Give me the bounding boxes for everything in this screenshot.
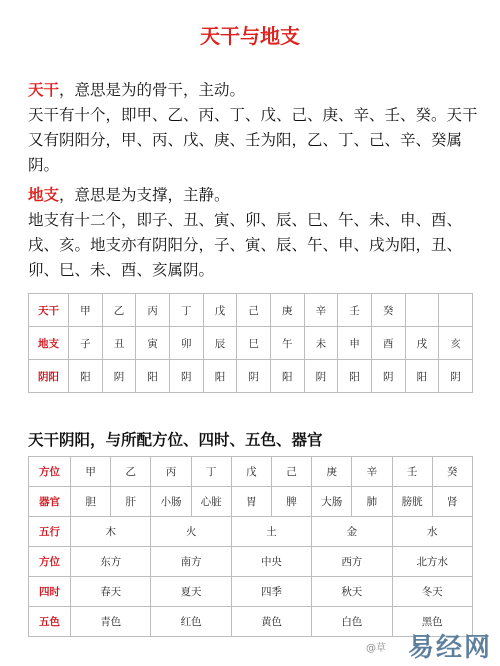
table-cell: 阳 [338,360,372,393]
dizhi-intro: ，意思是为支撑，主静。 [59,186,230,204]
table-cell: 庚 [312,457,352,487]
table-cell: 胃 [231,487,271,517]
table-cell: 阴 [102,360,136,393]
merged-cell: 青色 [71,607,151,637]
table-cell: 壬 [338,294,372,327]
dizhi-paragraph [28,183,478,283]
row-label: 五色 [29,607,71,637]
merged-cell: 火 [151,517,231,547]
table-cell: 己 [271,457,311,487]
table-cell: 庚 [270,294,304,327]
table-cell: 丑 [102,327,136,360]
table-cell: 午 [270,327,304,360]
table-cell: 丁 [169,294,203,327]
ganzhi-yinyang-table [28,293,473,393]
watermark-brand-logo: 易经网 [407,633,492,663]
table-row [29,457,473,487]
table-cell: 辰 [203,327,237,360]
table-cell: 阳 [69,360,103,393]
table-row [29,577,473,607]
table-row [29,517,473,547]
table-cell: 甲 [71,457,111,487]
table-cell: 壬 [392,457,432,487]
merged-cell: 白色 [312,607,392,637]
table-cell: 丙 [136,294,170,327]
page-title: 天干与地支 [200,24,300,48]
table-cell: 戌 [405,327,439,360]
table-cell [405,294,439,327]
table-row [29,547,473,577]
merged-cell: 四季 [231,577,311,607]
watermark-handle: @草 [364,639,388,654]
table-cell: 阴 [439,360,473,393]
table-row [29,327,473,360]
table-cell: 丙 [151,457,191,487]
table-cell: 胆 [71,487,111,517]
table-cell: 肾 [432,487,472,517]
row-label: 天干 [29,294,69,327]
row-label: 地支 [29,327,69,360]
table-cell: 卯 [169,327,203,360]
table-cell: 阴 [169,360,203,393]
row-label: 方位 [29,457,71,487]
merged-cell: 冬天 [392,577,472,607]
table-row [29,360,473,393]
table-cell: 癸 [371,294,405,327]
table-cell: 申 [338,327,372,360]
table-cell: 阴 [237,360,271,393]
table-cell: 戊 [231,457,271,487]
table-cell: 脾 [271,487,311,517]
table-cell: 阴 [371,360,405,393]
table-cell: 辛 [352,457,392,487]
tiangan-intro: ，意思是为的骨干，主动。 [59,81,246,99]
table-cell: 阳 [405,360,439,393]
table-cell: 己 [237,294,271,327]
merged-cell: 西方 [312,547,392,577]
table-cell [439,294,473,327]
row-label: 器官 [29,487,71,517]
tiangan-paragraph [28,78,478,178]
merged-cell: 土 [231,517,311,547]
table-cell: 肝 [111,487,151,517]
table-cell: 小肠 [151,487,191,517]
section2-title: 天干阴阳，与所配方位、四时、五色、器官 [28,431,323,449]
table-cell: 肺 [352,487,392,517]
merged-cell: 黄色 [231,607,311,637]
row-label: 五行 [29,517,71,547]
merged-cell: 夏天 [151,577,231,607]
tiangan-term: 天干 [28,81,60,99]
tiangan-body: 天干有十个，即甲、乙、丙、丁、戊、己、庚、辛、壬、癸。天干又有阴阳分，甲、丙、戊、庚、壬为阳，乙、丁、己、辛、癸属阴。 [28,106,478,174]
table-cell: 丁 [191,457,231,487]
table-cell: 巳 [237,327,271,360]
table-cell: 子 [69,327,103,360]
table-cell: 心脏 [191,487,231,517]
table-row [29,487,473,517]
row-label: 方位 [29,547,71,577]
table-row [29,607,473,637]
table-cell: 大肠 [312,487,352,517]
table-cell: 膀胱 [392,487,432,517]
row-label: 阴阳 [29,360,69,393]
merged-cell: 北方水 [392,547,472,577]
table-cell: 酉 [371,327,405,360]
table-row [29,294,473,327]
dizhi-term: 地支 [28,186,60,204]
merged-cell: 金 [312,517,392,547]
merged-cell: 水 [392,517,472,547]
table-cell: 癸 [432,457,472,487]
table-cell: 亥 [439,327,473,360]
merged-cell: 南方 [151,547,231,577]
table-cell: 阳 [203,360,237,393]
table-cell: 寅 [136,327,170,360]
table-cell: 戊 [203,294,237,327]
merged-cell: 黑色 [392,607,472,637]
merged-cell: 秋天 [312,577,392,607]
table-cell: 未 [304,327,338,360]
table-cell: 甲 [69,294,103,327]
merged-cell: 中央 [231,547,311,577]
table-cell: 辛 [304,294,338,327]
table-cell: 乙 [111,457,151,487]
table-cell: 乙 [102,294,136,327]
tiangan-correspondence-table [28,456,473,637]
row-label: 四时 [29,577,71,607]
merged-cell: 东方 [71,547,151,577]
merged-cell: 木 [71,517,151,547]
table-cell: 阳 [136,360,170,393]
table-cell: 阳 [270,360,304,393]
dizhi-body: 地支有十二个，即子、丑、寅、卯、辰、巳、午、未、申、酉、戌、亥。地支亦有阴阳分，子、寅、辰、午、申、戌为阳，丑、卯、巳、未、酉、亥属阴。 [28,211,463,279]
table-cell: 阴 [304,360,338,393]
merged-cell: 红色 [151,607,231,637]
merged-cell: 春天 [71,577,151,607]
